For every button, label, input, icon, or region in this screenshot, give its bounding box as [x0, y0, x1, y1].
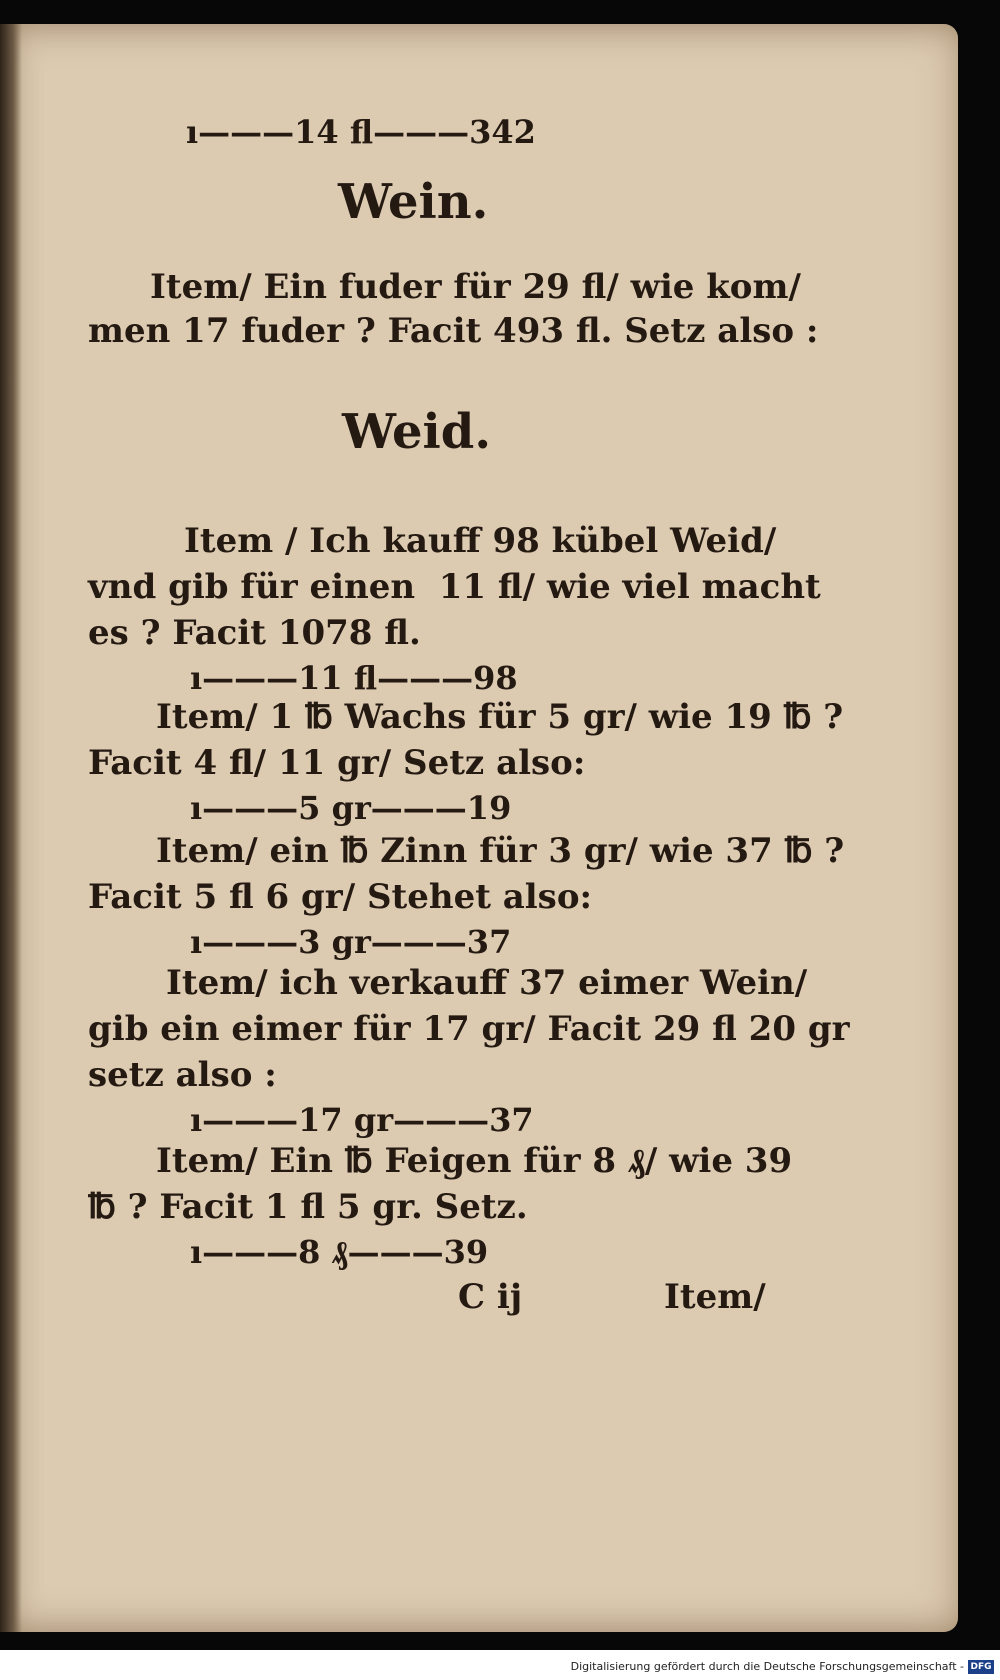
text-line: Item/ 1 ℔ Wachs für 5 gr/ wie 19 ℔ ? [156, 697, 844, 737]
text-line: setz also : [88, 1055, 277, 1095]
text-line: es ? Facit 1078 fl. [88, 613, 421, 653]
proportion-line: ı———11 fl———98 [190, 659, 518, 697]
text-line: gib ein eimer für 17 gr/ Facit 29 fl 20 gr [88, 1009, 850, 1049]
heading-weid: Weid. [342, 404, 492, 460]
catchword: Item/ [664, 1277, 766, 1317]
proportion-line: ı———3 gr———37 [190, 923, 512, 961]
text-line: Item/ ich verkauff 37 eimer Wein/ [166, 963, 808, 1003]
paper-page [0, 24, 958, 1632]
text-line: ℔ ? Facit 1 fl 5 gr. Setz. [88, 1187, 528, 1227]
heading-wein: Wein. [338, 174, 489, 230]
text-line: men 17 fuder ? Facit 493 fl. Setz also : [88, 311, 819, 351]
proportion-line: ı———14 fl———342 [186, 113, 536, 151]
text-line: vnd gib für einen 11 fl/ wie viel macht [88, 567, 821, 607]
text-line: Item/ Ein ℔ Feigen für 8 ₰/ wie 39 [156, 1141, 793, 1181]
binding-edge [0, 24, 22, 1632]
text-line: Item/ ein ℔ Zinn für 3 gr/ wie 37 ℔ ? [156, 831, 845, 871]
dfg-logo: DFG [968, 1660, 994, 1674]
footer-credit: Digitalisierung gefördert durch die Deutsche Forschungsgemeinschaft - [570, 1660, 964, 1673]
signature-mark: C ij [458, 1277, 523, 1317]
text-line: Facit 4 fl/ 11 gr/ Setz also: [88, 743, 586, 783]
proportion-line: ı———8 ₰———39 [190, 1233, 489, 1271]
proportion-line: ı———17 gr———37 [190, 1101, 534, 1139]
text-line: Item / Ich kauff 98 kübel Weid/ [184, 521, 777, 561]
text-line: Facit 5 fl 6 gr/ Stehet also: [88, 877, 593, 917]
proportion-line: ı———5 gr———19 [190, 789, 512, 827]
text-line: Item/ Ein fuder für 29 fl/ wie kom/ [150, 267, 801, 307]
